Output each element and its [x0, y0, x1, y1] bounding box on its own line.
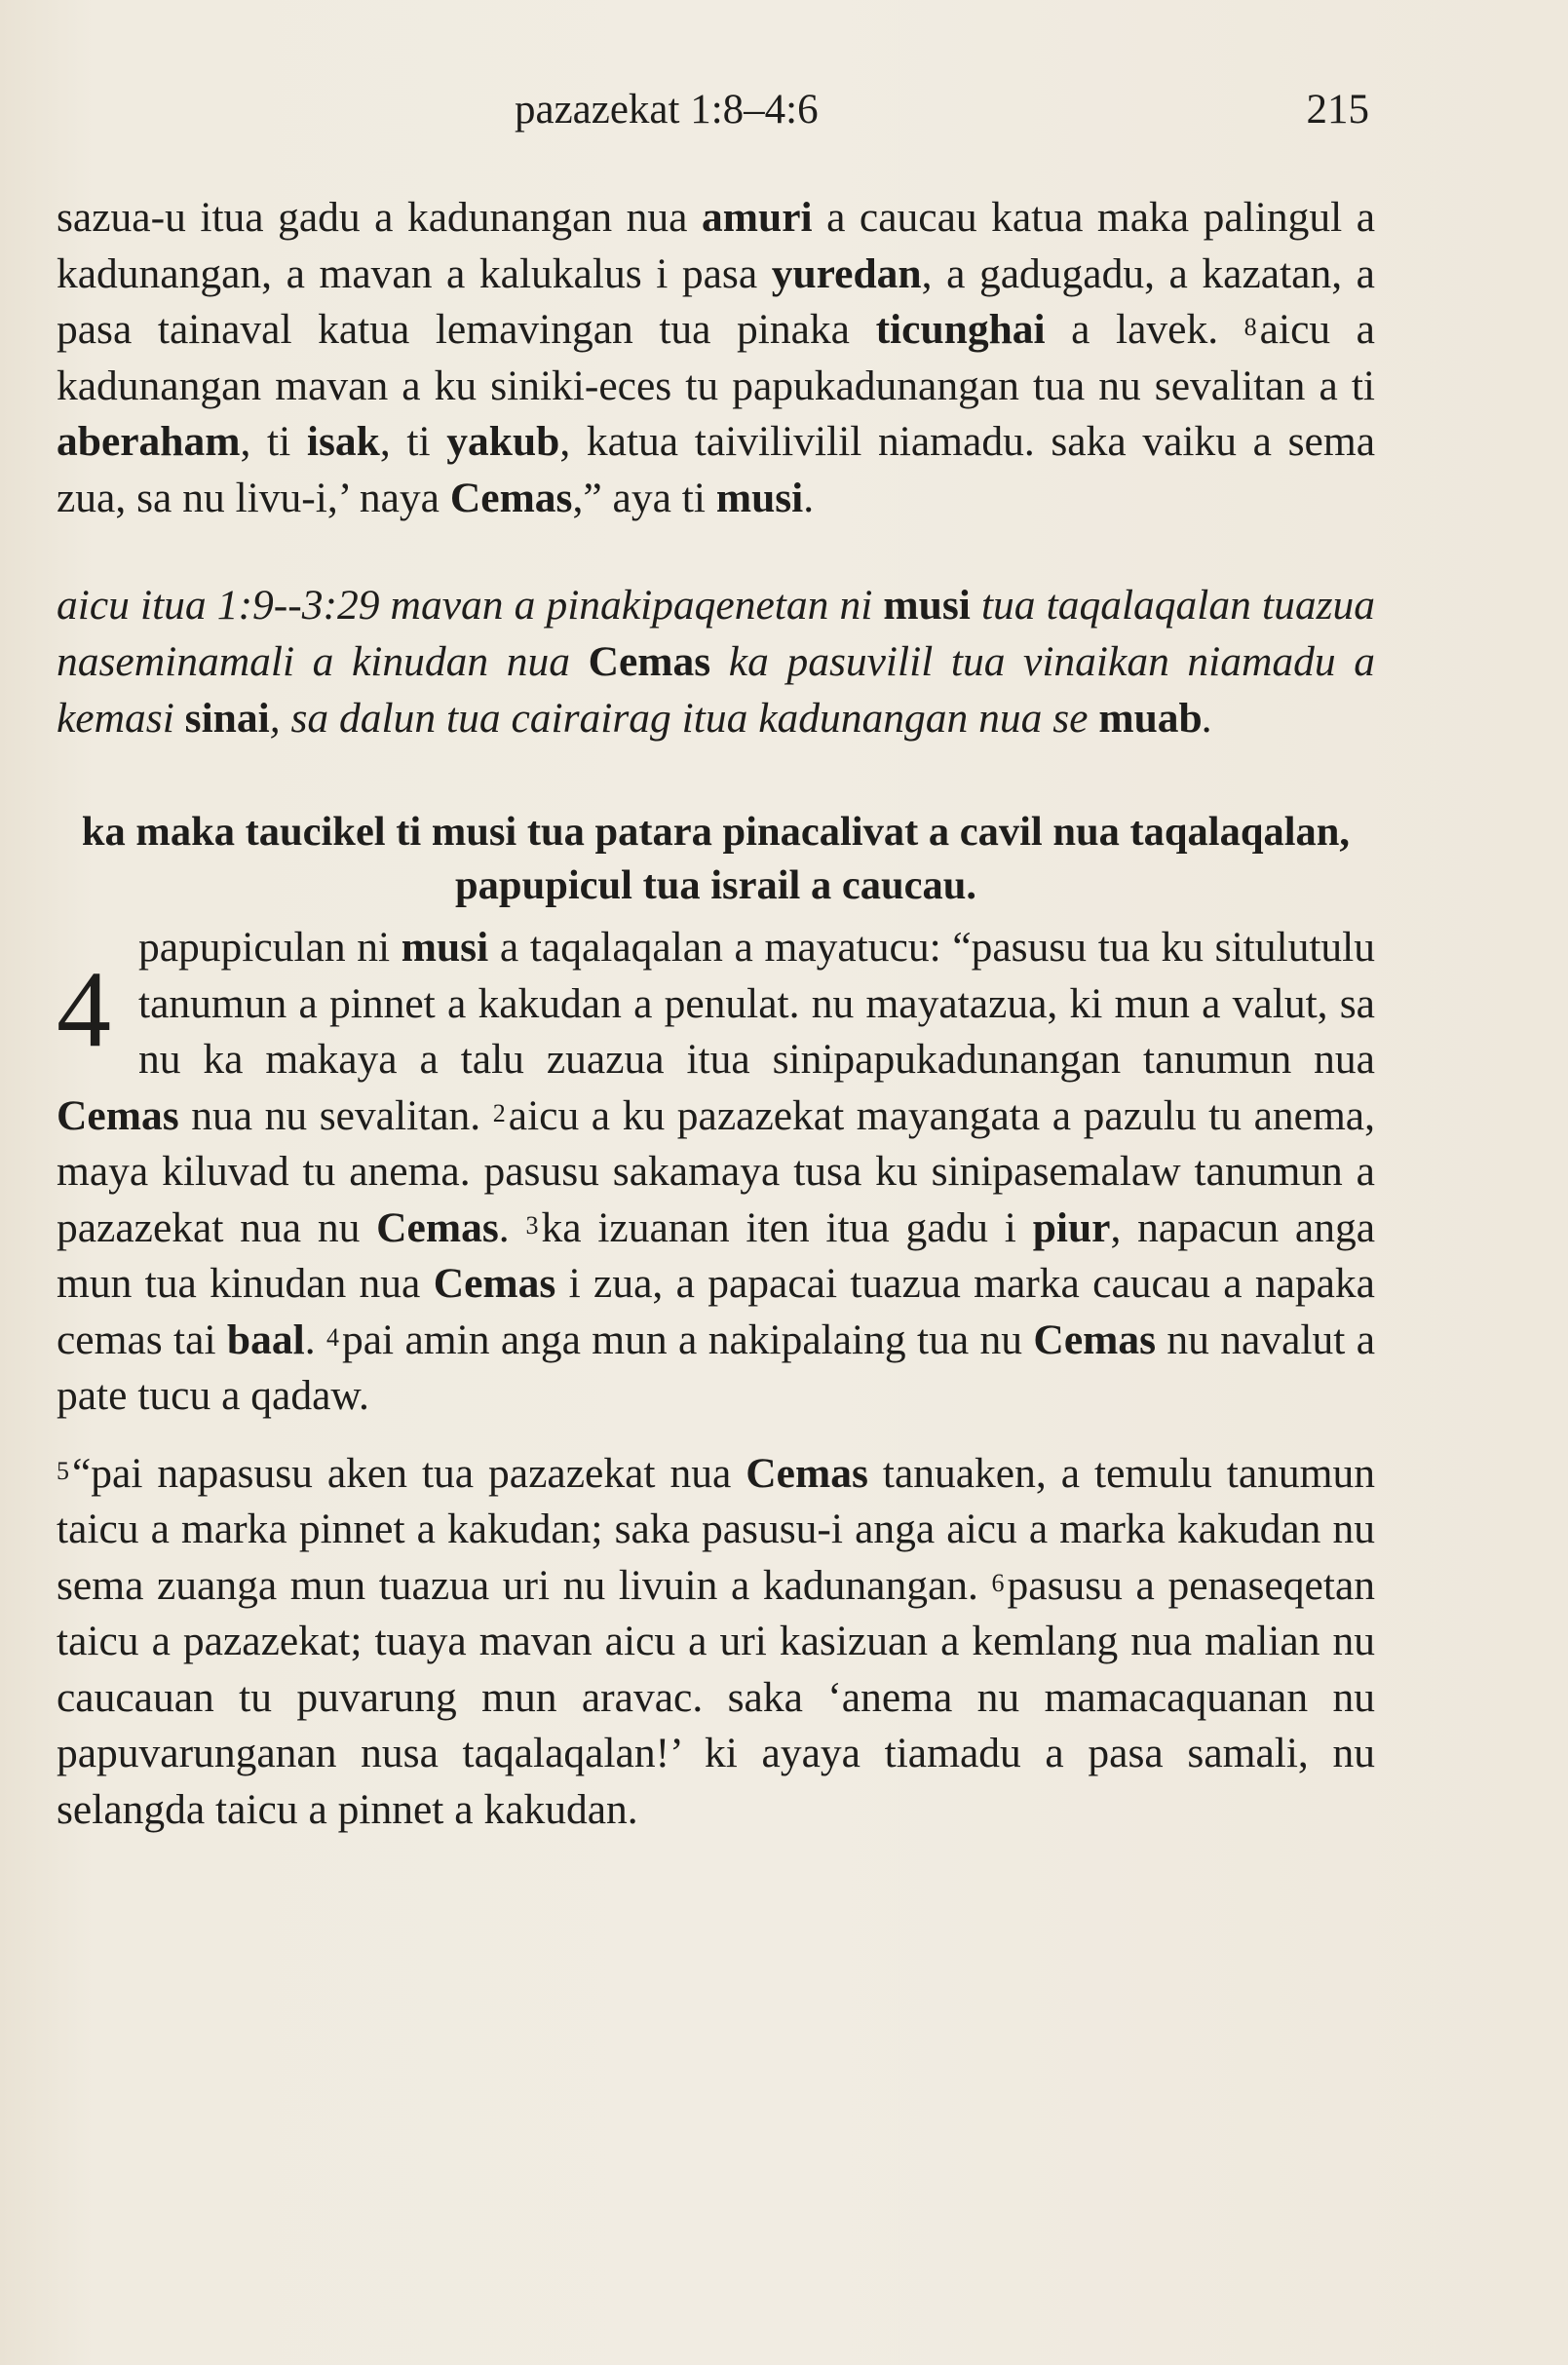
page-body	[57, 190, 1375, 1838]
running-head: pazazekat 1:8–4:6	[515, 87, 819, 133]
page-header	[0, 86, 1568, 144]
verse-number: 2	[492, 1098, 506, 1127]
verse-number: 4	[325, 1322, 339, 1352]
section-summary: aicu itua 1:9--3:29 mavan a pinakipaqenetan ni musi tua taqalaqalan tuazua naseminamali a kinudan nua Cemas ka pasuvilil tua vinaikan niamadu a kemasi sinai, sa dalun tua cairairag itua kadunangan nua se muab.	[57, 582, 1376, 742]
verse-number: 8	[1243, 313, 1257, 341]
section-heading: ka maka taucikel ti musi tua patara pinacalivat a cavil nua taqalaqalan, papupicul tua israil a caucau.	[81, 809, 1351, 908]
chapter-number: 4	[57, 949, 111, 1070]
verse-number: 6	[991, 1568, 1005, 1597]
paragraph-verses-5-6: $^5$“pai napasusu aken tua pazazekat nua Cemas tanuaken, a temulu tanumun taicu a marka pinnet a kakudan; saka pasusu-i anga aicu a marka kakudan nu sema zuanga mun tuazua uri nu livuin a kadunangan. $^6$pasusu a penaseqetan taicu a pazazekat; tuaya mavan aicu a uri kasizuan a kemlang nua malian nu caucauan tu puvarung mun aravac. saka ‘anema nu mamacaquanan nu papuvarunganan nusa taqalaqalan!’ ki ayaya tiamadu a pasa samali, nu selangda taicu a pinnet a kakudan.	[57, 1449, 1376, 1833]
paragraph-verses-1-8: sazua-u itua gadu a kadunangan nua amuri a caucau katua maka palingul a kadunangan, a mavan a kalukalus i pasa yuredan, a gadugadu, a kazatan, a pasa tainaval katua lemavingan tua pinaka ticunghai a lavek. $^8$aicu a kadunangan mavan a ku siniki-eces tu papukadunangan tua nu sevalitan a ti aberaham, ti isak, ti yakub, katua taivilivilil niamadu. saka vaiku a sema zua, sa nu livu-i,’ naya Cemas,” aya ti musi.	[57, 194, 1376, 521]
page-number: 215	[1306, 87, 1369, 133]
verse-number: 5	[57, 1456, 69, 1485]
chapter-opening-paragraph: 4 papupiculan ni musi a taqalaqalan a mayatucu: “pasusu tua ku situlutulu tanumun a pinnet a kakudan a penulat. nu mayatazua, ki mun a valut, sa nu ka makaya a talu zuazua itua sinipapukadunangan tanumun nua Cemas nua nu sevalitan. $^2$aicu a ku pazazekat mayangata a pazulu tu anema, maya kiluvad tu anema. pasusu sakamaya tusa ku sinipasemalaw tanumun a pazazekat nua nu Cemas. $^3$ka izuanan iten itua gadu i piur, napacun anga mun tua kinudan nua Cemas i zua, a papacai tuazua marka caucau a napaka cemas tai baal. $^4$pai amin anga mun a nakipalaing tua nu Cemas nu navalut a pate tucu a qadaw.	[57, 924, 1376, 1419]
verse-number: 3	[525, 1210, 539, 1240]
